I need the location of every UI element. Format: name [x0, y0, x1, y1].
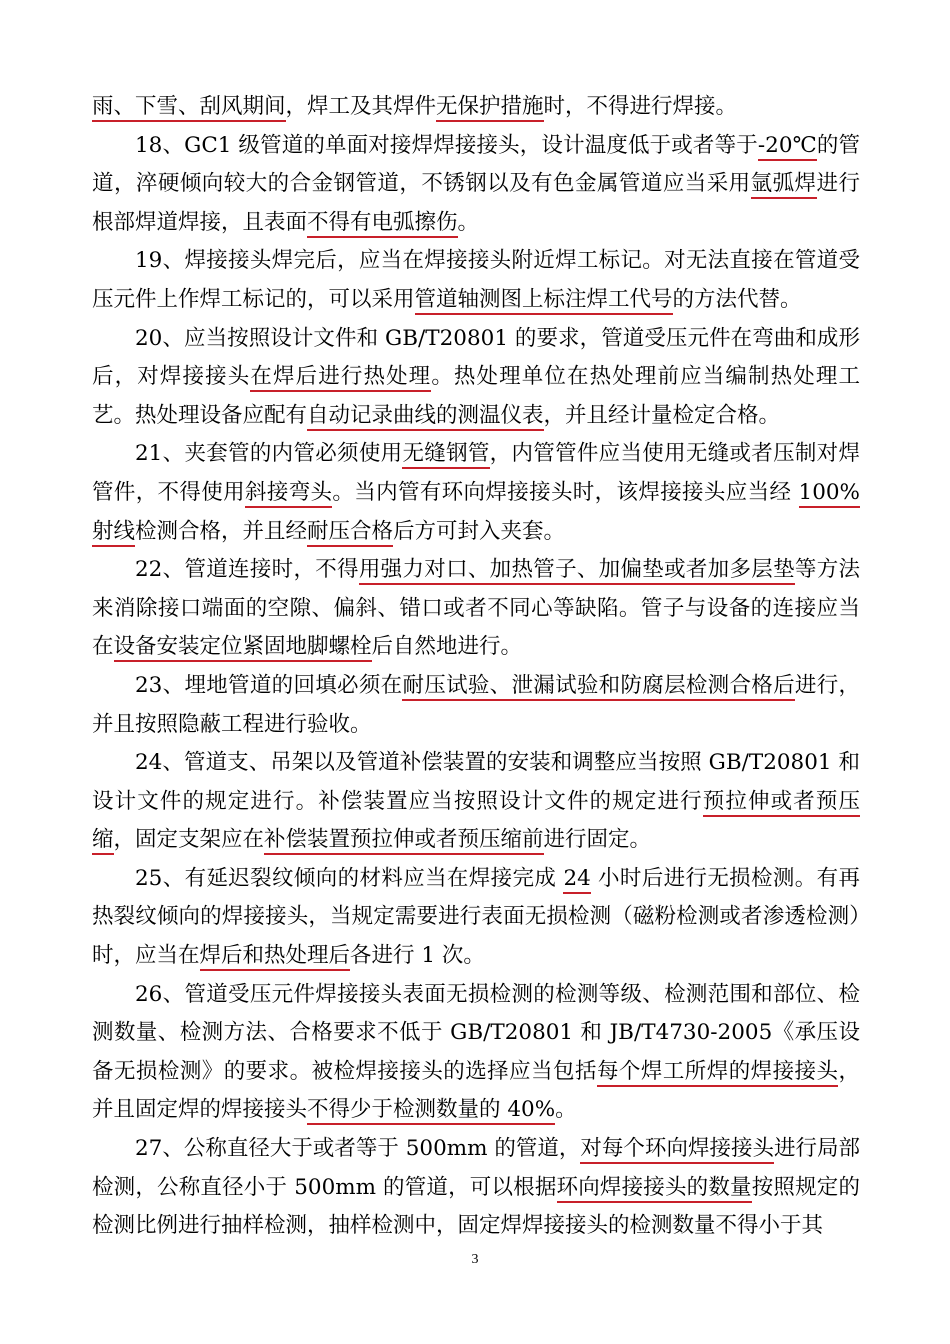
underlined-text: 耐压合格	[307, 519, 393, 547]
underlined-text: 管道轴测图上标注焊工代号	[415, 287, 673, 315]
underlined-text: 24	[563, 866, 590, 894]
paragraph	[92, 435, 860, 551]
paragraph	[92, 744, 860, 860]
text-segment: 22、管道连接时，不得	[135, 557, 359, 583]
underlined-text: 斜接弯头	[245, 480, 332, 508]
text-segment: ，内管管件应当使用无缝或者压制对焊管件，不得使用	[92, 441, 860, 505]
text-segment: 进行固定。	[543, 827, 652, 853]
paragraph	[92, 667, 860, 744]
text-segment: 进行局部检测，公称直径小于 500mm 的管道，可以根据	[92, 1136, 860, 1200]
text-segment: 时，不得进行焊接。	[543, 94, 738, 119]
underlined-text: 雨、下雪、刮风期间	[92, 94, 286, 122]
underlined-text: 耐压试验、泄漏试验和防腐层检测合格后	[402, 673, 794, 701]
underlined-text: 每个焊工所焊的焊接接头	[597, 1059, 839, 1087]
text-segment: 的方法代替。	[672, 286, 802, 312]
underlined-text: 在焊后进行热处理	[250, 364, 431, 392]
text-segment: 19、焊接接头焊完后，应当在焊接接头附近焊工标记。对无法直接在管道受压元件上作焊工标记的，可以采用	[92, 248, 860, 312]
underlined-text: 自动记录曲线的测温仪表	[307, 403, 544, 431]
underlined-text: 预拉伸或者预压缩	[92, 789, 860, 856]
text-segment: 检测合格，并且经	[135, 518, 308, 544]
text-segment: ，焊工及其焊件	[285, 94, 437, 119]
text-segment: 18、GC1 级管道的单面对接焊焊接接头，设计温度低于或者等于	[135, 132, 758, 158]
text-segment: 按照规定的检测比例进行抽样检测，抽样检测中，固定焊焊接接头的检测数量不得小于其	[92, 1174, 860, 1239]
text-segment: 21、夹套管的内管必须使用	[135, 441, 403, 467]
underlined-text: 不得有电弧擦伤	[307, 210, 458, 238]
paragraph	[92, 1130, 860, 1246]
text-segment: 等方法来消除接口端面的空隙、偏斜、错口或者不同心等缺陷。管子与设备的连接应当在	[92, 557, 860, 660]
underlined-text: 无缝钢管	[402, 441, 489, 469]
text-segment: 后方可封入夹套。	[393, 518, 566, 544]
text-segment: ，固定支架应在	[113, 827, 265, 853]
paragraph	[92, 320, 860, 436]
paragraph	[92, 242, 860, 319]
underlined-text: 无保护措施	[436, 94, 544, 122]
text-segment: 。热处理单位在热处理前应当编制热处理工艺。热处理设备应配有	[92, 364, 860, 428]
text-segment: 。当内管有环向焊接接头时，该焊接接头应当经	[332, 479, 799, 505]
paragraph	[92, 551, 860, 667]
text-segment: ，并且固定焊的焊接接头	[92, 1058, 860, 1123]
text-segment: 。	[457, 209, 480, 235]
text-segment: 进行，并且按照隐蔽工程进行验收。	[92, 672, 860, 737]
paragraph	[92, 127, 860, 243]
document-body	[92, 88, 860, 1246]
text-segment: 后自然地进行。	[371, 634, 523, 660]
underlined-text: 不得少于检测数量的 40%	[307, 1097, 555, 1125]
underlined-text: 用强力对口、加热管子、加偏垫或者加多层垫	[359, 557, 795, 585]
underlined-text: 补偿装置预拉伸或者预压缩前	[264, 827, 544, 855]
text-segment: 25、有延迟裂纹倾向的材料应当在焊接完成	[135, 865, 564, 891]
text-segment: 20、应当按照设计文件和 GB/T20801 的要求，管道受压元件在弯曲和成形后，对焊接接头	[92, 325, 860, 390]
paragraph	[92, 976, 860, 1130]
page-number: 3	[471, 1252, 479, 1267]
paragraph	[92, 860, 860, 976]
underlined-text: 氩弧焊	[751, 171, 817, 199]
underlined-text: -20℃	[758, 133, 817, 161]
text-segment: 小时后进行无损检测。有再热裂纹倾向的焊接接头，当规定需要进行表面无损检测（磁粉检测或者渗透检测）时，应当在	[92, 865, 860, 969]
underlined-text: 100%射线	[92, 480, 860, 547]
text-segment: 27、公称直径大于或者等于 500mm 的管道，	[135, 1136, 581, 1162]
text-segment: 各进行 1 次。	[350, 943, 485, 969]
text-segment: 23、埋地管道的回填必须在	[135, 672, 403, 698]
text-segment: 。	[555, 1097, 577, 1123]
underlined-text: 设备安装定位紧固地脚螺栓	[114, 634, 372, 662]
underlined-text: 环向焊接接头的数量	[557, 1175, 752, 1203]
text-segment: 24、管道支、吊架以及管道补偿装置的安装和调整应当按照 GB/T20801 和设计文件的规定进行。补偿装置应当按照设计文件的规定进行	[92, 750, 860, 814]
text-segment: ，并且经计量检定合格。	[543, 402, 781, 428]
underlined-text: 对每个环向焊接接头	[580, 1136, 774, 1164]
paragraph	[92, 88, 860, 127]
text-segment: 的管道，淬硬倾向较大的合金钢管道，不锈钢以及有色金属管道应当采用	[92, 132, 860, 197]
text-segment: 进行根部焊道焊接，且表面	[92, 171, 860, 235]
text-segment: 26、管道受压元件焊接接头表面无损检测的检测等级、检测范围和部位、检测数量、检测方法、合格要求不低于 GB/T20801 和 JB/T4730-2005《承压设备无损检测》的要求。被检焊接接头的选择应当包括	[92, 981, 860, 1084]
underlined-text: 焊后和热处理后	[200, 943, 351, 971]
